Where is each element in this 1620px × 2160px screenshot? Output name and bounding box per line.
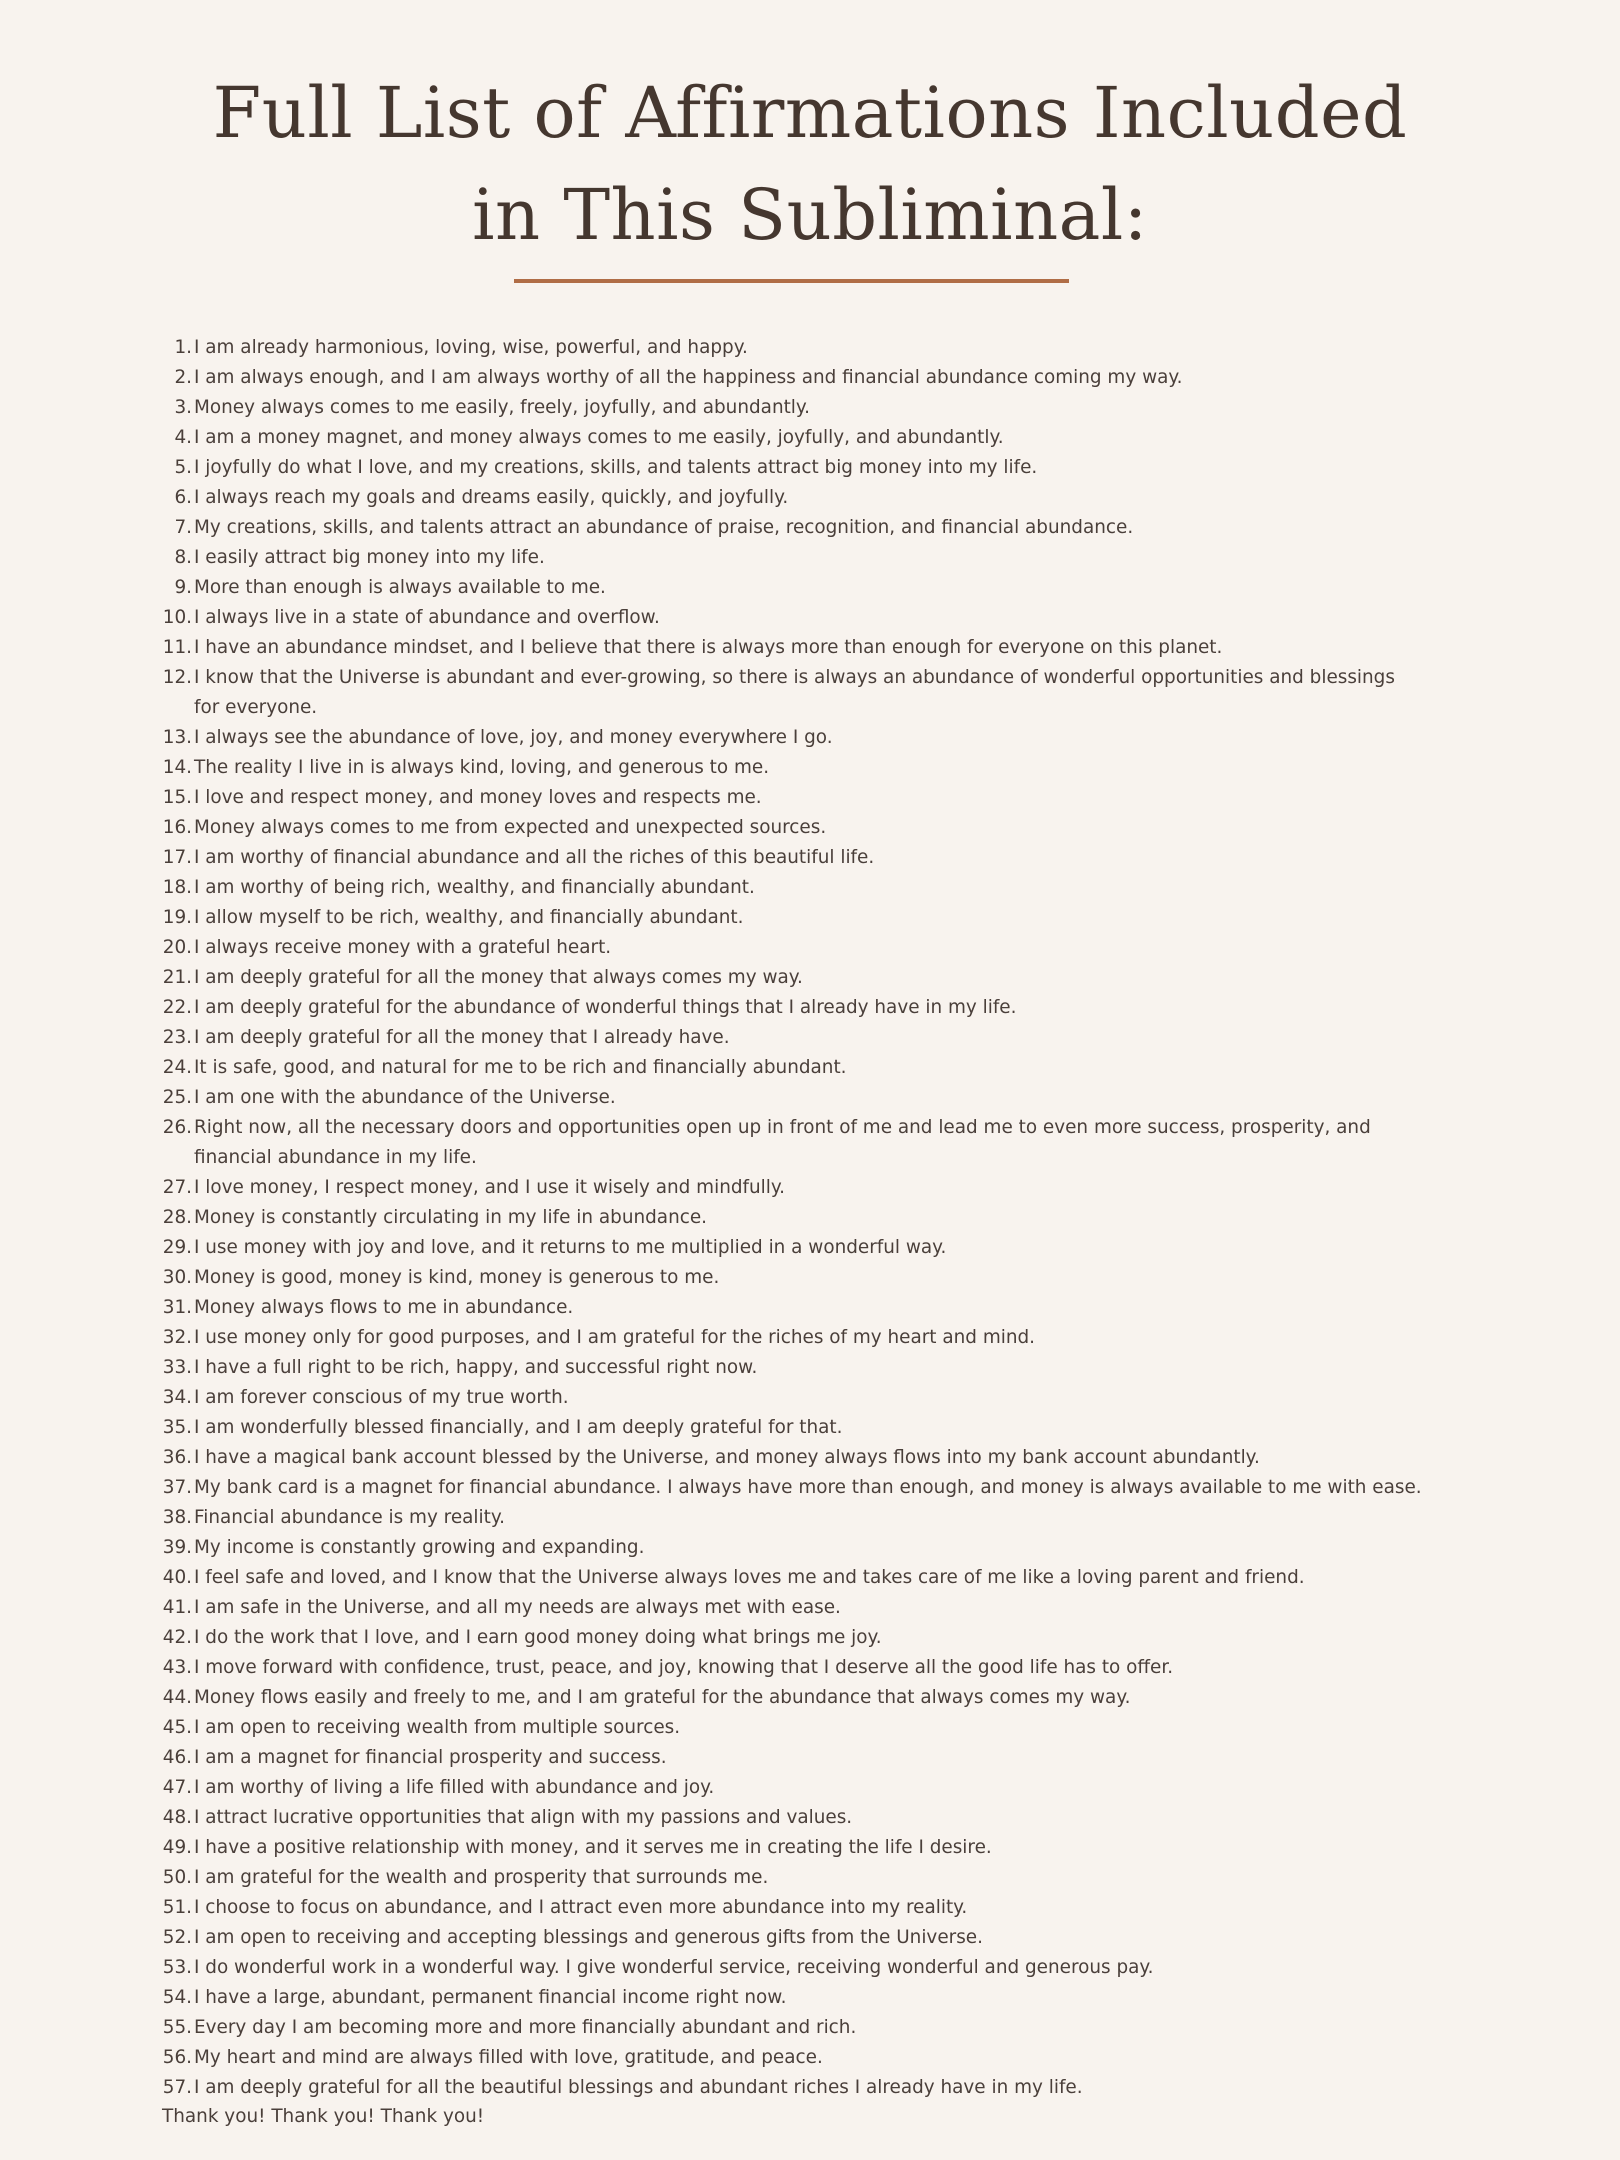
affirmation-text: I am one with the abundance of the Universe.	[194, 1087, 616, 1108]
affirmation-item	[0, 1533, 1620, 1563]
affirmation-item	[0, 363, 1620, 393]
affirmation-number: 56.	[162, 2047, 192, 2068]
affirmation-number: 48.	[162, 1807, 192, 1828]
affirmation-text: I am deeply grateful for all the money that I already have.	[194, 1027, 730, 1048]
affirmation-text: More than enough is always available to me.	[194, 577, 606, 598]
affirmation-item	[0, 813, 1620, 843]
affirmation-number: 26.	[162, 1117, 192, 1138]
affirmation-item	[0, 1053, 1620, 1083]
affirmation-number: 28.	[162, 1207, 192, 1228]
affirmation-text: My bank card is a magnet for financial abundance. I always have more than enough, and money is always available to me with ease.	[194, 1477, 1422, 1498]
affirmation-item	[0, 1263, 1620, 1293]
affirmation-text: I have an abundance mindset, and I believe that there is always more than enough for everyone on this planet.	[194, 637, 1223, 658]
affirmation-text: I joyfully do what I love, and my creations, skills, and talents attract big money into my life.	[194, 457, 1038, 478]
affirmation-text: I am worthy of being rich, wealthy, and financially abundant.	[194, 877, 755, 898]
affirmation-text: Financial abundance is my reality.	[194, 1507, 505, 1528]
affirmation-item	[0, 603, 1620, 633]
page-title	[0, 62, 1620, 266]
affirmation-item	[0, 483, 1620, 513]
affirmation-number: 27.	[162, 1177, 192, 1198]
affirmation-text: I have a magical bank account blessed by the Universe, and money always flows into my bank account abundantly.	[194, 1447, 1260, 1468]
affirmation-number: 34.	[162, 1387, 192, 1408]
affirmation-text: I have a full right to be rich, happy, and successful right now.	[194, 1357, 758, 1378]
affirmation-number: 46.	[162, 1747, 192, 1768]
affirmation-text: I allow myself to be rich, wealthy, and financially abundant.	[194, 907, 744, 928]
affirmation-text: I am forever conscious of my true worth.	[194, 1387, 569, 1408]
affirmation-list	[0, 333, 1620, 2103]
affirmation-text: I am always enough, and I am always worthy of all the happiness and financial abundance coming my way.	[194, 367, 1183, 388]
affirmation-item	[0, 1323, 1620, 1353]
affirmation-text: I always see the abundance of love, joy, and money everywhere I go.	[194, 727, 833, 748]
affirmation-item	[0, 783, 1620, 813]
affirmation-item	[0, 1353, 1620, 1383]
affirmation-number: 44.	[162, 1687, 192, 1708]
affirmation-item	[0, 1473, 1620, 1503]
affirmation-item	[0, 903, 1620, 933]
affirmation-text: The reality I live in is always kind, loving, and generous to me.	[194, 757, 770, 778]
affirmation-text: My heart and mind are always filled with love, gratitude, and peace.	[194, 2047, 823, 2068]
affirmation-text: Right now, all the necessary doors and opportunities open up in front of me and lead me to even more success, prosperity, and financial abundance in my life.	[194, 1117, 1371, 1168]
affirmation-text: I am already harmonious, loving, wise, powerful, and happy.	[194, 337, 748, 358]
affirmation-number: 47.	[162, 1777, 192, 1798]
affirmation-item	[0, 2073, 1620, 2103]
affirmation-text: I always receive money with a grateful heart.	[194, 937, 612, 958]
affirmation-item	[0, 1203, 1620, 1233]
affirmation-number: 15.	[162, 787, 192, 808]
affirmation-number: 35.	[162, 1417, 192, 1438]
affirmation-number: 16.	[162, 817, 192, 838]
affirmation-item	[0, 723, 1620, 753]
affirmation-item	[0, 1623, 1620, 1653]
affirmation-item	[0, 1293, 1620, 1323]
affirmation-number: 2.	[174, 367, 192, 388]
affirmation-item	[0, 1923, 1620, 1953]
affirmation-item	[0, 543, 1620, 573]
affirmation-item	[0, 1503, 1620, 1533]
affirmation-number: 36.	[162, 1447, 192, 1468]
affirmation-number: 41.	[162, 1597, 192, 1618]
affirmation-text: I always reach my goals and dreams easily, quickly, and joyfully.	[194, 487, 789, 508]
affirmation-text: My creations, skills, and talents attract an abundance of praise, recognition, and financial abundance.	[194, 517, 1134, 538]
affirmation-item	[0, 1023, 1620, 1053]
affirmation-text: I am a magnet for financial prosperity and success.	[194, 1747, 667, 1768]
affirmation-item	[0, 2043, 1620, 2073]
affirmation-item	[0, 663, 1620, 723]
affirmation-number: 25.	[162, 1087, 192, 1108]
affirmation-number: 49.	[162, 1837, 192, 1858]
affirmation-number: 38.	[162, 1507, 192, 1528]
affirmation-item	[0, 1413, 1620, 1443]
affirmation-number: 18.	[162, 877, 192, 898]
affirmation-number: 23.	[162, 1027, 192, 1048]
affirmation-number: 42.	[162, 1627, 192, 1648]
affirmation-item	[0, 1113, 1620, 1173]
affirmation-item	[0, 1953, 1620, 1983]
affirmation-text: I am worthy of financial abundance and all the riches of this beautiful life.	[194, 847, 875, 868]
affirmation-text: I do wonderful work in a wonderful way. I give wonderful service, receiving wonderful and generous pay.	[194, 1957, 1154, 1978]
affirmation-item	[0, 1383, 1620, 1413]
affirmation-number: 20.	[162, 937, 192, 958]
affirmation-text: I am open to receiving and accepting blessings and generous gifts from the Universe.	[194, 1927, 983, 1948]
affirmation-text: I am deeply grateful for all the money that always comes my way.	[194, 967, 803, 988]
affirmation-text: I choose to focus on abundance, and I attract even more abundance into my reality.	[194, 1897, 968, 1918]
affirmation-number: 43.	[162, 1657, 192, 1678]
affirmation-item	[0, 1833, 1620, 1863]
affirmation-item	[0, 753, 1620, 783]
affirmation-item	[0, 1803, 1620, 1833]
affirmation-number: 31.	[162, 1297, 192, 1318]
affirmation-number: 21.	[162, 967, 192, 988]
affirmation-item	[0, 1083, 1620, 1113]
affirmation-number: 17.	[162, 847, 192, 868]
affirmation-item	[0, 1653, 1620, 1683]
affirmation-number: 12.	[162, 667, 192, 688]
affirmation-item	[0, 1683, 1620, 1713]
affirmation-text: I have a large, abundant, permanent financial income right now.	[194, 1987, 787, 2008]
affirmation-number: 13.	[162, 727, 192, 748]
affirmation-item	[0, 423, 1620, 453]
affirmation-text: I love money, I respect money, and I use it wisely and mindfully.	[194, 1177, 785, 1198]
affirmation-number: 1.	[174, 337, 192, 358]
affirmation-number: 40.	[162, 1567, 192, 1588]
affirmation-item	[0, 2013, 1620, 2043]
affirmation-text: I am deeply grateful for all the beautiful blessings and abundant riches I already have in my life.	[194, 2077, 1083, 2098]
affirmation-item	[0, 933, 1620, 963]
affirmation-item	[0, 573, 1620, 603]
affirmation-number: 3.	[174, 397, 192, 418]
affirmation-text: I am a money magnet, and money always comes to me easily, joyfully, and abundantly.	[194, 427, 1004, 448]
affirmation-number: 45.	[162, 1717, 192, 1738]
affirmation-number: 10.	[162, 607, 192, 628]
affirmation-item	[0, 1773, 1620, 1803]
affirmation-text: Money always flows to me in abundance.	[194, 1297, 574, 1318]
affirmation-text: My income is constantly growing and expanding.	[194, 1537, 645, 1558]
affirmation-item	[0, 1713, 1620, 1743]
affirmation-text: It is safe, good, and natural for me to be rich and financially abundant.	[194, 1057, 847, 1078]
affirmation-text: Every day I am becoming more and more financially abundant and rich.	[194, 2017, 857, 2038]
affirmation-number: 8.	[174, 547, 192, 568]
affirmation-number: 33.	[162, 1357, 192, 1378]
affirmation-number: 52.	[162, 1927, 192, 1948]
affirmation-item	[0, 513, 1620, 543]
affirmation-number: 37.	[162, 1477, 192, 1498]
affirmation-number: 19.	[162, 907, 192, 928]
affirmation-text: I am open to receiving wealth from multiple sources.	[194, 1717, 681, 1738]
affirmation-number: 53.	[162, 1957, 192, 1978]
affirmation-number: 6.	[174, 487, 192, 508]
affirmation-text: I easily attract big money into my life.	[194, 547, 545, 568]
affirmation-number: 39.	[162, 1537, 192, 1558]
affirmation-text: I do the work that I love, and I earn good money doing what brings me joy.	[194, 1627, 882, 1648]
affirmation-item	[0, 1563, 1620, 1593]
affirmation-text: I am grateful for the wealth and prosperity that surrounds me.	[194, 1867, 769, 1888]
affirmation-text: I attract lucrative opportunities that align with my passions and values.	[194, 1807, 853, 1828]
affirmation-number: 55.	[162, 2017, 192, 2038]
affirmation-text: I move forward with confidence, trust, peace, and joy, knowing that I deserve all the good life has to offer.	[194, 1657, 1174, 1678]
title-underline-divider	[514, 279, 1069, 283]
affirmation-number: 11.	[162, 637, 192, 658]
affirmation-text: I use money with joy and love, and it returns to me multiplied in a wonderful way.	[194, 1237, 947, 1258]
affirmation-number: 5.	[174, 457, 192, 478]
affirmation-item	[0, 1893, 1620, 1923]
affirmation-item	[0, 993, 1620, 1023]
affirmation-number: 22.	[162, 997, 192, 1018]
affirmation-number: 57.	[162, 2077, 192, 2098]
affirmation-item	[0, 1593, 1620, 1623]
page-title-line-2: in This Subliminal:	[472, 174, 1148, 256]
affirmation-text: I use money only for good purposes, and I am grateful for the riches of my heart and mind.	[194, 1327, 1036, 1348]
affirmation-text: I am worthy of living a life filled with abundance and joy.	[194, 1777, 715, 1798]
affirmation-text: Money flows easily and freely to me, and I am grateful for the abundance that always comes my way.	[194, 1687, 1131, 1708]
affirmation-text: I feel safe and loved, and I know that the Universe always loves me and takes care of me like a loving parent and friend.	[194, 1567, 1305, 1588]
affirmation-item	[0, 873, 1620, 903]
affirmation-item	[0, 333, 1620, 363]
affirmation-number: 50.	[162, 1867, 192, 1888]
affirmation-item	[0, 1983, 1620, 2013]
affirmation-text: Money is good, money is kind, money is generous to me.	[194, 1267, 720, 1288]
affirmation-text: I know that the Universe is abundant and ever-growing, so there is always an abundance of wonderful opportunities and blessings for everyone.	[194, 667, 1395, 718]
affirmation-text: I am wonderfully blessed financially, and I am deeply grateful for that.	[194, 1417, 843, 1438]
affirmation-item	[0, 393, 1620, 423]
affirmation-number: 29.	[162, 1237, 192, 1258]
affirmation-text: I have a positive relationship with money, and it serves me in creating the life I desire.	[194, 1837, 992, 1858]
affirmation-item	[0, 843, 1620, 873]
affirmation-item	[0, 1173, 1620, 1203]
affirmation-item	[0, 963, 1620, 993]
affirmation-item	[0, 633, 1620, 663]
closing-text: Thank you! Thank you! Thank you!	[162, 2106, 485, 2127]
affirmation-item	[0, 1443, 1620, 1473]
affirmation-number: 7.	[174, 517, 192, 538]
affirmation-text: Money always comes to me easily, freely, joyfully, and abundantly.	[194, 397, 811, 418]
affirmation-text: I love and respect money, and money loves and respects me.	[194, 787, 762, 808]
page-title-line-1: Full List of Affirmations Included	[212, 72, 1408, 154]
affirmation-item	[0, 1743, 1620, 1773]
affirmation-item	[0, 453, 1620, 483]
affirmation-number: 32.	[162, 1327, 192, 1348]
affirmation-number: 14.	[162, 757, 192, 778]
affirmation-number: 30.	[162, 1267, 192, 1288]
affirmation-number: 9.	[174, 577, 192, 598]
affirmation-text: I am safe in the Universe, and all my needs are always met with ease.	[194, 1597, 841, 1618]
affirmation-number: 4.	[174, 427, 192, 448]
affirmation-number: 51.	[162, 1897, 192, 1918]
affirmation-text: I am deeply grateful for the abundance of wonderful things that I already have in my life.	[194, 997, 1017, 1018]
affirmation-text: Money always comes to me from expected and unexpected sources.	[194, 817, 827, 838]
affirmation-item	[0, 1863, 1620, 1893]
affirmation-number: 54.	[162, 1987, 192, 2008]
affirmation-item	[0, 1233, 1620, 1263]
affirmation-text: I always live in a state of abundance and overflow.	[194, 607, 660, 628]
affirmation-number: 24.	[162, 1057, 192, 1078]
affirmation-text: Money is constantly circulating in my life in abundance.	[194, 1207, 708, 1228]
